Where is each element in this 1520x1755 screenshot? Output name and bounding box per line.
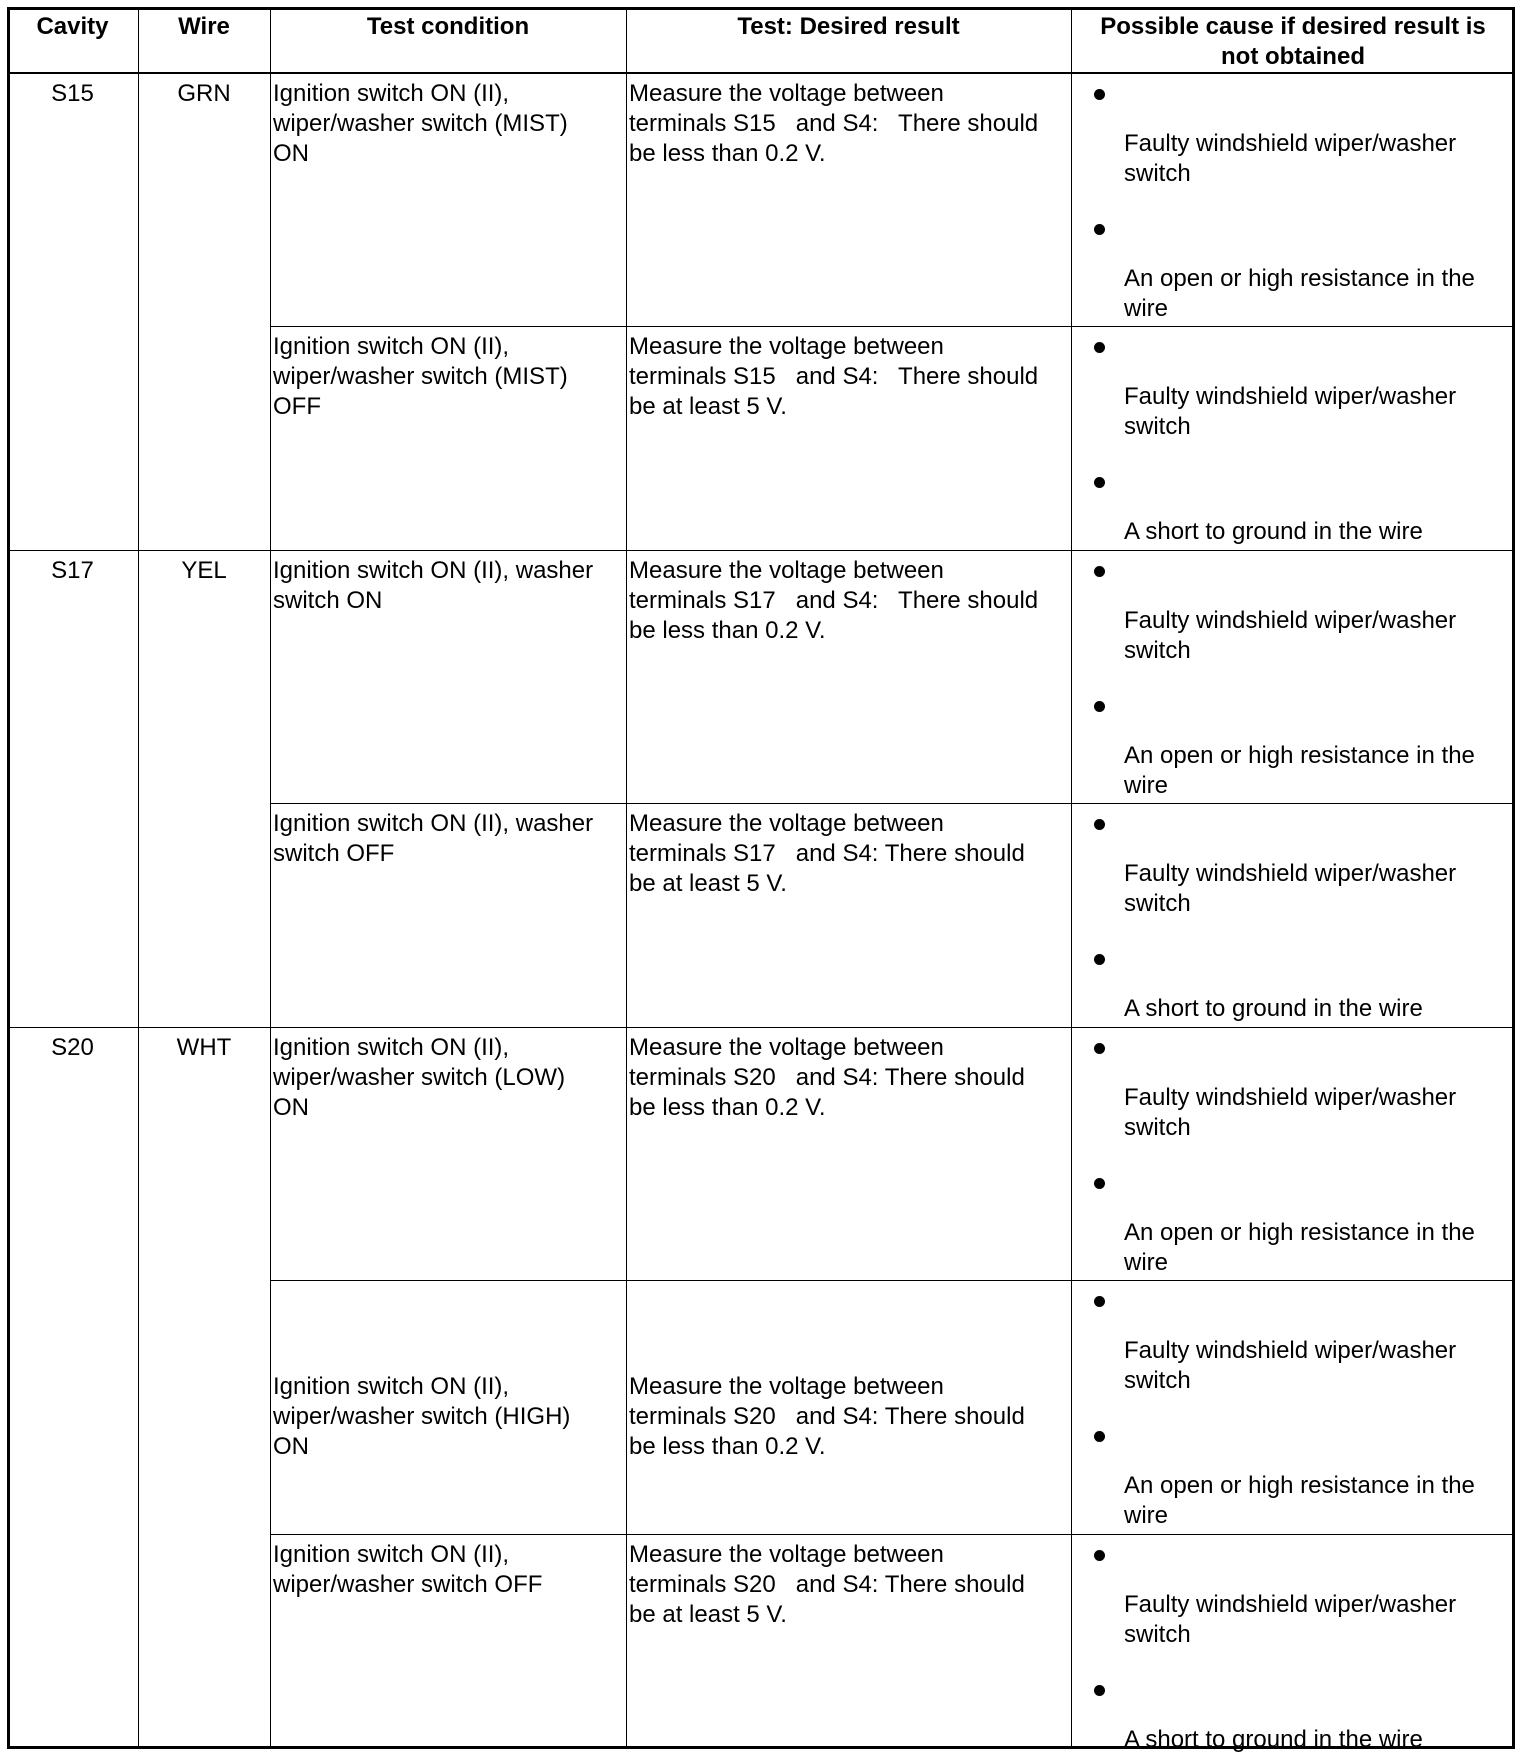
test-condition-line: Ignition switch ON (II), bbox=[273, 1373, 510, 1400]
row-divider bbox=[270, 803, 1515, 804]
desired-result-line: be less than 0.2 V. bbox=[629, 1094, 826, 1121]
desired-result-line: terminals S17 and S4: There should bbox=[629, 840, 1025, 867]
table-border-left bbox=[7, 7, 10, 1748]
test-condition-line: wiper/washer switch (LOW) bbox=[273, 1064, 566, 1091]
test-condition-line: switch OFF bbox=[273, 840, 395, 867]
bullet-icon bbox=[1094, 1178, 1105, 1189]
possible-cause-line: Faulty windshield wiper/washer bbox=[1124, 1591, 1457, 1618]
possible-cause-line: Faulty windshield wiper/washer bbox=[1124, 130, 1457, 157]
bullet-icon bbox=[1094, 1043, 1105, 1054]
bullet-icon bbox=[1094, 954, 1105, 965]
bullet-icon bbox=[1094, 477, 1105, 488]
desired-result-line: Measure the voltage between bbox=[629, 810, 944, 837]
test-condition-line: Ignition switch ON (II), bbox=[273, 1541, 510, 1568]
desired-result-line: Measure the voltage between bbox=[629, 333, 944, 360]
possible-cause-line: Faulty windshield wiper/washer bbox=[1124, 607, 1457, 634]
test-condition-line: Ignition switch ON (II), washer bbox=[273, 557, 594, 584]
desired-result-line: be at least 5 V. bbox=[629, 1601, 787, 1628]
header-desired-result: Test: Desired result bbox=[737, 13, 960, 40]
possible-cause-line: Faulty windshield wiper/washer bbox=[1124, 860, 1457, 887]
row-divider bbox=[270, 326, 1515, 327]
header-wire: Wire bbox=[178, 13, 230, 40]
possible-cause-line: switch bbox=[1124, 413, 1191, 440]
test-condition-line: ON bbox=[273, 1433, 309, 1460]
possible-cause-line: switch bbox=[1124, 890, 1191, 917]
cavity-cell: S15 bbox=[51, 80, 94, 107]
desired-result-line: be less than 0.2 V. bbox=[629, 1433, 826, 1460]
possible-cause-line: wire bbox=[1124, 1502, 1169, 1529]
bullet-icon bbox=[1094, 342, 1105, 353]
bullet-icon bbox=[1094, 566, 1105, 577]
desired-result-line: Measure the voltage between bbox=[629, 80, 944, 107]
cavity-cell: S20 bbox=[51, 1034, 94, 1061]
possible-cause-line: switch bbox=[1124, 160, 1191, 187]
desired-result-line: be at least 5 V. bbox=[629, 393, 787, 420]
test-condition-line: ON bbox=[273, 140, 309, 167]
group-divider bbox=[7, 1027, 1515, 1028]
possible-cause-line: A short to ground in the wire bbox=[1124, 1726, 1423, 1753]
cavity-cell: S17 bbox=[51, 557, 94, 584]
wire-cell: GRN bbox=[177, 80, 231, 107]
possible-cause-line: Faulty windshield wiper/washer bbox=[1124, 1084, 1457, 1111]
possible-cause-line: Faulty windshield wiper/washer bbox=[1124, 1337, 1457, 1364]
desired-result-line: Measure the voltage between bbox=[629, 557, 944, 584]
possible-cause-line: An open or high resistance in the bbox=[1124, 1472, 1475, 1499]
possible-cause-line: An open or high resistance in the bbox=[1124, 265, 1475, 292]
desired-result-line: terminals S17 and S4: There should bbox=[629, 587, 1039, 614]
desired-result-line: terminals S20 and S4: There should bbox=[629, 1403, 1025, 1430]
column-divider bbox=[270, 7, 271, 1748]
column-divider bbox=[138, 7, 139, 1748]
bullet-icon bbox=[1094, 819, 1105, 830]
test-condition-line: wiper/washer switch OFF bbox=[273, 1571, 543, 1598]
desired-result-line: be less than 0.2 V. bbox=[629, 617, 826, 644]
test-condition-line: ON bbox=[273, 1094, 309, 1121]
desired-result-line: terminals S15 and S4: There should bbox=[629, 110, 1039, 137]
row-divider bbox=[270, 1534, 1515, 1535]
possible-cause-line: A short to ground in the wire bbox=[1124, 995, 1423, 1022]
bullet-icon bbox=[1094, 89, 1105, 100]
test-condition-line: wiper/washer switch (MIST) bbox=[273, 110, 568, 137]
bullet-icon bbox=[1094, 1685, 1105, 1696]
table-border-right bbox=[1512, 7, 1515, 1748]
bullet-icon bbox=[1094, 1550, 1105, 1561]
test-condition-line: Ignition switch ON (II), washer bbox=[273, 810, 594, 837]
possible-cause-line: switch bbox=[1124, 637, 1191, 664]
header-cavity: Cavity bbox=[36, 13, 109, 40]
test-condition-line: switch ON bbox=[273, 587, 383, 614]
bullet-icon bbox=[1094, 1431, 1105, 1442]
possible-cause-line: An open or high resistance in the bbox=[1124, 1219, 1475, 1246]
column-divider bbox=[626, 7, 627, 1748]
desired-result-line: terminals S20 and S4: There should bbox=[629, 1571, 1025, 1598]
possible-cause-line: switch bbox=[1124, 1367, 1191, 1394]
header-divider bbox=[7, 72, 1515, 74]
wire-cell: YEL bbox=[181, 557, 227, 584]
possible-cause-line: switch bbox=[1124, 1621, 1191, 1648]
desired-result-line: Measure the voltage between bbox=[629, 1034, 944, 1061]
bullet-icon bbox=[1094, 701, 1105, 712]
possible-cause-line: wire bbox=[1124, 295, 1169, 322]
bullet-icon bbox=[1094, 224, 1105, 235]
test-condition-line: wiper/washer switch (HIGH) bbox=[273, 1403, 571, 1430]
possible-cause-line: A short to ground in the wire bbox=[1124, 518, 1423, 545]
test-condition-line: Ignition switch ON (II), bbox=[273, 1034, 510, 1061]
header-test-condition: Test condition bbox=[366, 13, 530, 40]
desired-result-line: terminals S20 and S4: There should bbox=[629, 1064, 1025, 1091]
table-border-top bbox=[7, 7, 1515, 10]
wire-cell: WHT bbox=[176, 1034, 232, 1061]
desired-result-line: Measure the voltage between bbox=[629, 1373, 944, 1400]
group-divider bbox=[7, 550, 1515, 551]
test-condition-line: Ignition switch ON (II), bbox=[273, 80, 510, 107]
test-condition-line: wiper/washer switch (MIST) bbox=[273, 363, 568, 390]
desired-result-line: terminals S15 and S4: There should bbox=[629, 363, 1039, 390]
possible-cause-line: Faulty windshield wiper/washer bbox=[1124, 383, 1457, 410]
test-condition-line: OFF bbox=[273, 393, 321, 420]
possible-cause-line: An open or high resistance in the bbox=[1124, 742, 1475, 769]
possible-cause-line: switch bbox=[1124, 1114, 1191, 1141]
possible-cause-line: wire bbox=[1124, 772, 1169, 799]
possible-cause-line: wire bbox=[1124, 1249, 1169, 1276]
column-divider bbox=[1071, 7, 1072, 1748]
row-divider bbox=[270, 1280, 1515, 1281]
test-condition-line: Ignition switch ON (II), bbox=[273, 333, 510, 360]
bullet-icon bbox=[1094, 1296, 1105, 1307]
header-possible-cause: Possible cause if desired result is not obtained bbox=[1100, 13, 1486, 70]
desired-result-line: be at least 5 V. bbox=[629, 870, 787, 897]
desired-result-line: be less than 0.2 V. bbox=[629, 140, 826, 167]
desired-result-line: Measure the voltage between bbox=[629, 1541, 944, 1568]
